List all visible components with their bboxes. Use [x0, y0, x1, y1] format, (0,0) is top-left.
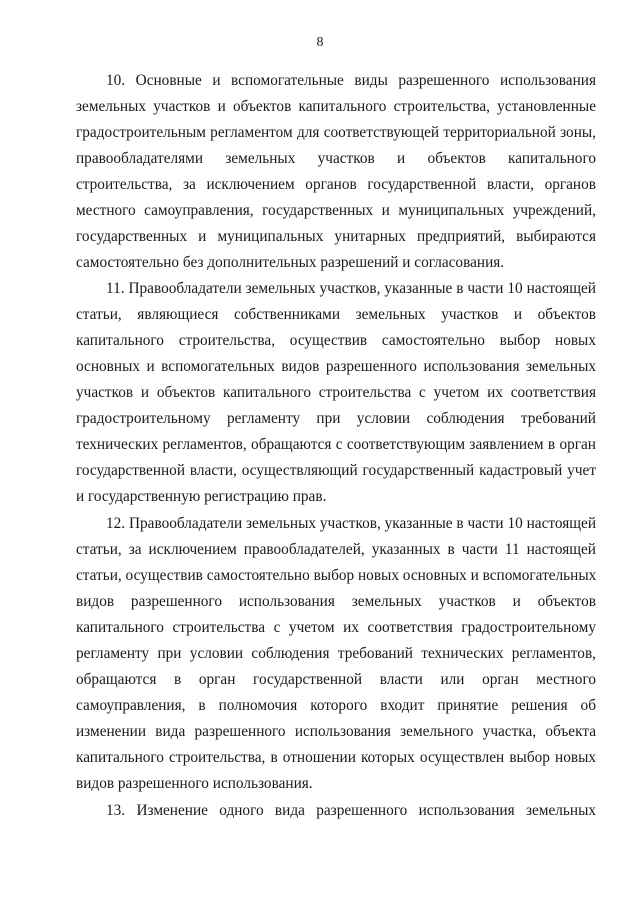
- paragraph-11-line-1: 11. Правообладатели земельных участков, указанные в части 10 настоящей: [106, 280, 596, 297]
- paragraph-10-line-1: 10. Основные и вспомогательные виды разрешенного использования: [106, 72, 596, 89]
- page-number: 8: [316, 35, 324, 50]
- paragraph-12-line-8: самоуправления, в полномочия которого входит принятие решения об: [76, 697, 596, 714]
- paragraph-12-line-1: 12. Правообладатели земельных участков, указанные в части 10 настоящей: [106, 515, 596, 532]
- paragraph-10-line-3: градостроительным регламентом для соответствующей территориальной зоны,: [76, 124, 596, 141]
- paragraph-11-line-2: статьи, являющиеся собственниками земельных участков и объектов: [76, 306, 596, 323]
- paragraph-10-line-5: строительства, за исключением органов государственной власти, органов: [76, 176, 596, 193]
- paragraph-12-line-3: статьи, осуществив самостоятельно выбор новых основных и вспомогательных: [76, 567, 597, 584]
- paragraph-12-line-4: видов разрешенного использования земельных участков и объектов: [76, 593, 596, 610]
- paragraph-12-line-2: статьи, за исключением правообладателей, указанных в части 11 настоящей: [76, 541, 596, 558]
- paragraph-13-line-1: 13. Изменение одного вида разрешенного использования земельных: [106, 802, 596, 819]
- paragraph-10-line-7: государственных и муниципальных унитарных предприятий, выбираются: [76, 228, 596, 245]
- paragraph-11-line-5: участков и объектов капитального строительства с учетом их соответствия: [76, 384, 596, 401]
- paragraph-10-line-6: местного самоуправления, государственных и муниципальных учреждений,: [76, 202, 596, 219]
- paragraph-11-line-6: градостроительному регламенту при условии соблюдения требований: [76, 410, 596, 427]
- paragraph-10-line-2: земельных участков и объектов капитального строительства, установленные: [76, 98, 596, 115]
- paragraph-11-line-8: государственной власти, осуществляющий государственный кадастровый учет: [76, 462, 596, 479]
- paragraph-10-line-8: самостоятельно без дополнительных разрешений и согласования.: [76, 254, 505, 271]
- paragraph-11-line-7: технических регламентов, обращаются с соответствующим заявлением в орган: [76, 436, 596, 453]
- paragraph-11-line-4: основных и вспомогательных видов разрешенного использования земельных: [76, 358, 596, 375]
- paragraph-12-line-9: изменении вида разрешенного использования земельного участка, объекта: [76, 723, 596, 740]
- paragraph-12-line-5: капитального строительства с учетом их соответствия градостроительному: [76, 619, 596, 636]
- paragraph-11-line-9: и государственную регистрацию прав.: [76, 488, 327, 505]
- paragraph-11-line-3: капитального строительства, осуществив самостоятельно выбор новых: [76, 332, 596, 349]
- paragraph-12-line-11: видов разрешенного использования.: [76, 775, 313, 792]
- paragraph-10-line-4: правообладателями земельных участков и объектов капитального: [76, 150, 596, 167]
- paragraph-12-line-7: обращаются в орган государственной власти или орган местного: [76, 671, 596, 688]
- paragraph-12-line-6: регламенту при условии соблюдения требований технических регламентов,: [76, 645, 596, 662]
- paragraph-12-line-10: капитального строительства, в отношении которых осуществлен выбор новых: [76, 749, 596, 766]
